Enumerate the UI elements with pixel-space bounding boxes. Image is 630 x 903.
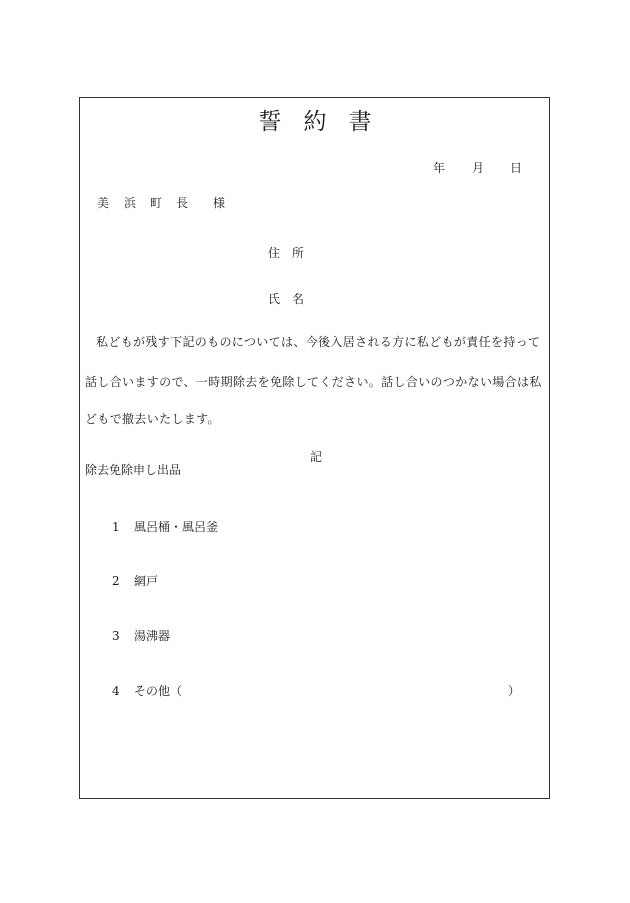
addressee-char: 美 (97, 196, 110, 210)
date-year: 年 (433, 161, 446, 175)
item-number: 1 (112, 520, 120, 534)
addressee-char: 浜 (124, 196, 137, 210)
body-line: どもで撤去いたします。 (85, 412, 220, 426)
title-char: 誓 (258, 109, 282, 135)
item-closing-paren: ） (508, 684, 521, 698)
section-heading: 除去免除申し出品 (85, 463, 182, 477)
item-label: 風呂桶・風呂釜 (134, 520, 219, 534)
body-line: 私どもが残す下記のものについては、今後入居される方に私どもが責任を持って (96, 335, 541, 349)
date-day: 日 (510, 161, 523, 175)
ki-label: 記 (310, 450, 323, 464)
addressee-char: 長 (176, 196, 189, 210)
item-number: 4 (112, 684, 120, 698)
item-label: 網戸 (134, 574, 159, 588)
addressee-suffix: 様 (213, 196, 226, 210)
body-line: 話し合いますので、一時期除去を免除してください。話し合いのつかない場合は私 (85, 375, 542, 389)
item-number: 3 (112, 629, 120, 643)
name-label: 氏 名 (268, 292, 305, 306)
addressee-char: 町 (150, 196, 163, 210)
item-number: 2 (112, 574, 120, 588)
address-label: 住 所 (268, 246, 305, 260)
title-char: 書 (348, 109, 372, 135)
title-char: 約 (303, 109, 327, 135)
date-month: 月 (472, 161, 485, 175)
item-label: 湯沸器 (134, 629, 171, 643)
document-title (0, 108, 630, 136)
item-label: その他（ (134, 684, 183, 698)
